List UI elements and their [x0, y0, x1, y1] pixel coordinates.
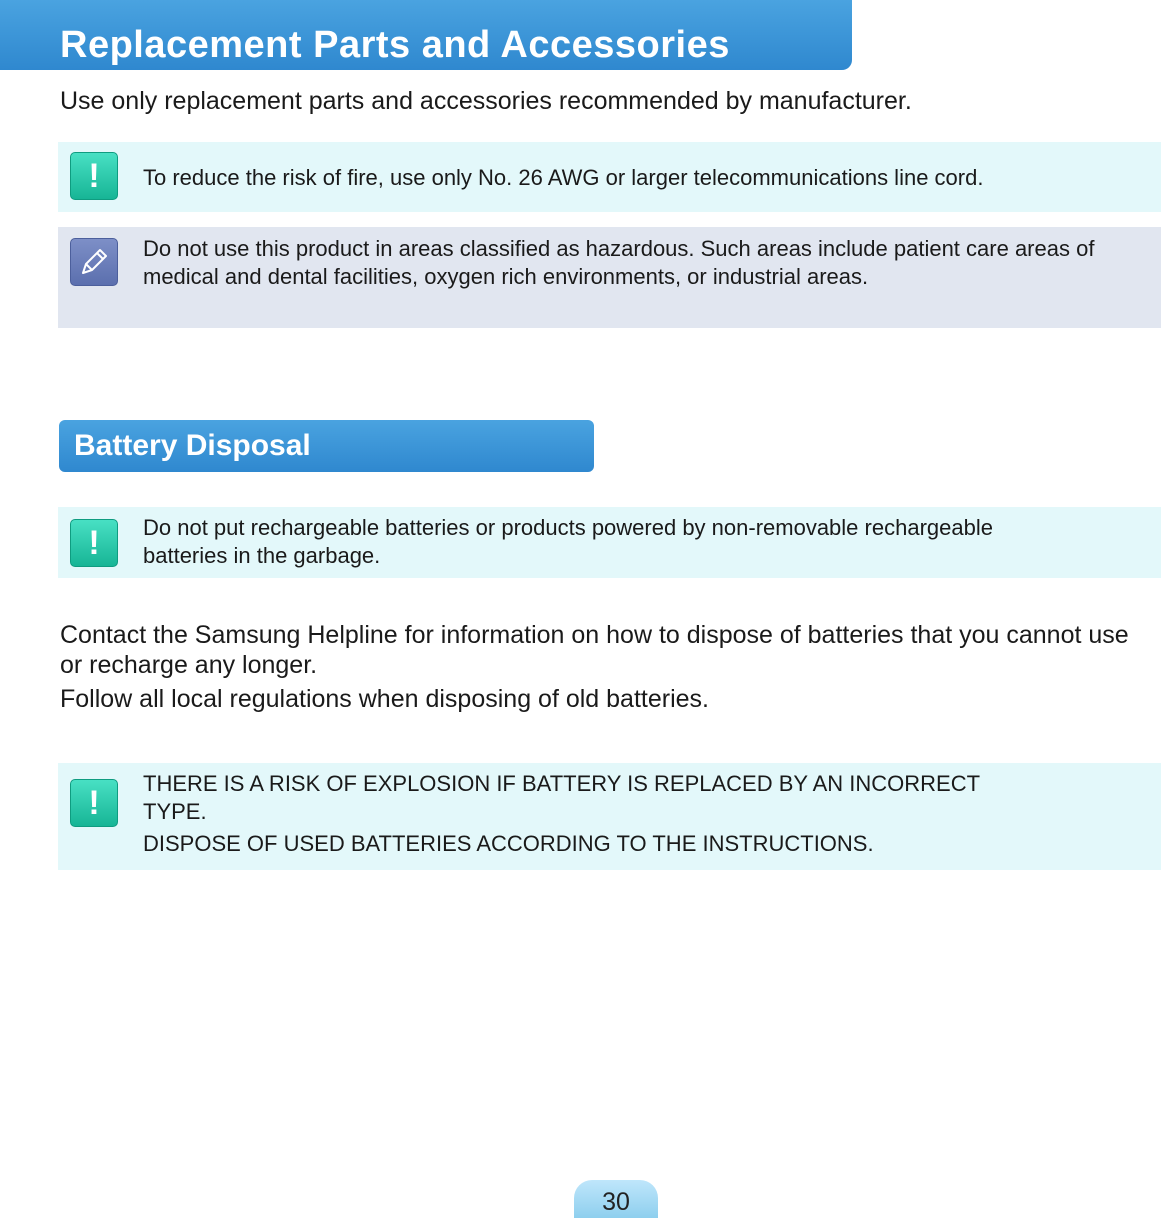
caution-note-text: To reduce the risk of fire, use only No. 26 AWG or larger telecommunications line cord. [143, 165, 984, 190]
caution-icon: ! [70, 519, 118, 567]
section-title: Battery Disposal [74, 429, 311, 462]
caution-note-garbage [58, 507, 1161, 578]
title-banner [0, 0, 852, 70]
pencil-note-icon [70, 238, 118, 286]
caution-icon: ! [70, 152, 118, 200]
memo-note-hazardous [58, 227, 1161, 328]
body-paragraph-helpline: Contact the Samsung Helpline for information on how to dispose of batteries that you cannot use or recharge any longer. [60, 621, 1129, 679]
section-banner-battery [59, 420, 594, 472]
caution-note-text: Do not put rechargeable batteries or products powered by non-removable rechargeable batteries in the garbage. [143, 515, 993, 568]
caution-icon: ! [70, 779, 118, 827]
caution-note-fire [58, 142, 1161, 212]
page-number: 30 [602, 1187, 630, 1216]
warning-line-1: THERE IS A RISK OF EXPLOSION IF BATTERY IS REPLACED BY AN INCORRECT TYPE. [143, 771, 980, 824]
warning-line-2: DISPOSE OF USED BATTERIES ACCORDING TO THE INSTRUCTIONS. [143, 831, 874, 856]
intro-text: Use only replacement parts and accessories recommended by manufacturer. [60, 87, 912, 115]
memo-note-text: Do not use this product in areas classified as hazardous. Such areas include patient care areas of medical and dental facilities, oxygen rich environments, or industrial areas. [143, 236, 1095, 289]
page-title: Replacement Parts and Accessories [60, 24, 730, 66]
page-number-tab [574, 1180, 658, 1218]
body-paragraph-regulations: Follow all local regulations when disposing of old batteries. [60, 685, 709, 713]
caution-note-explosion [58, 763, 1161, 870]
